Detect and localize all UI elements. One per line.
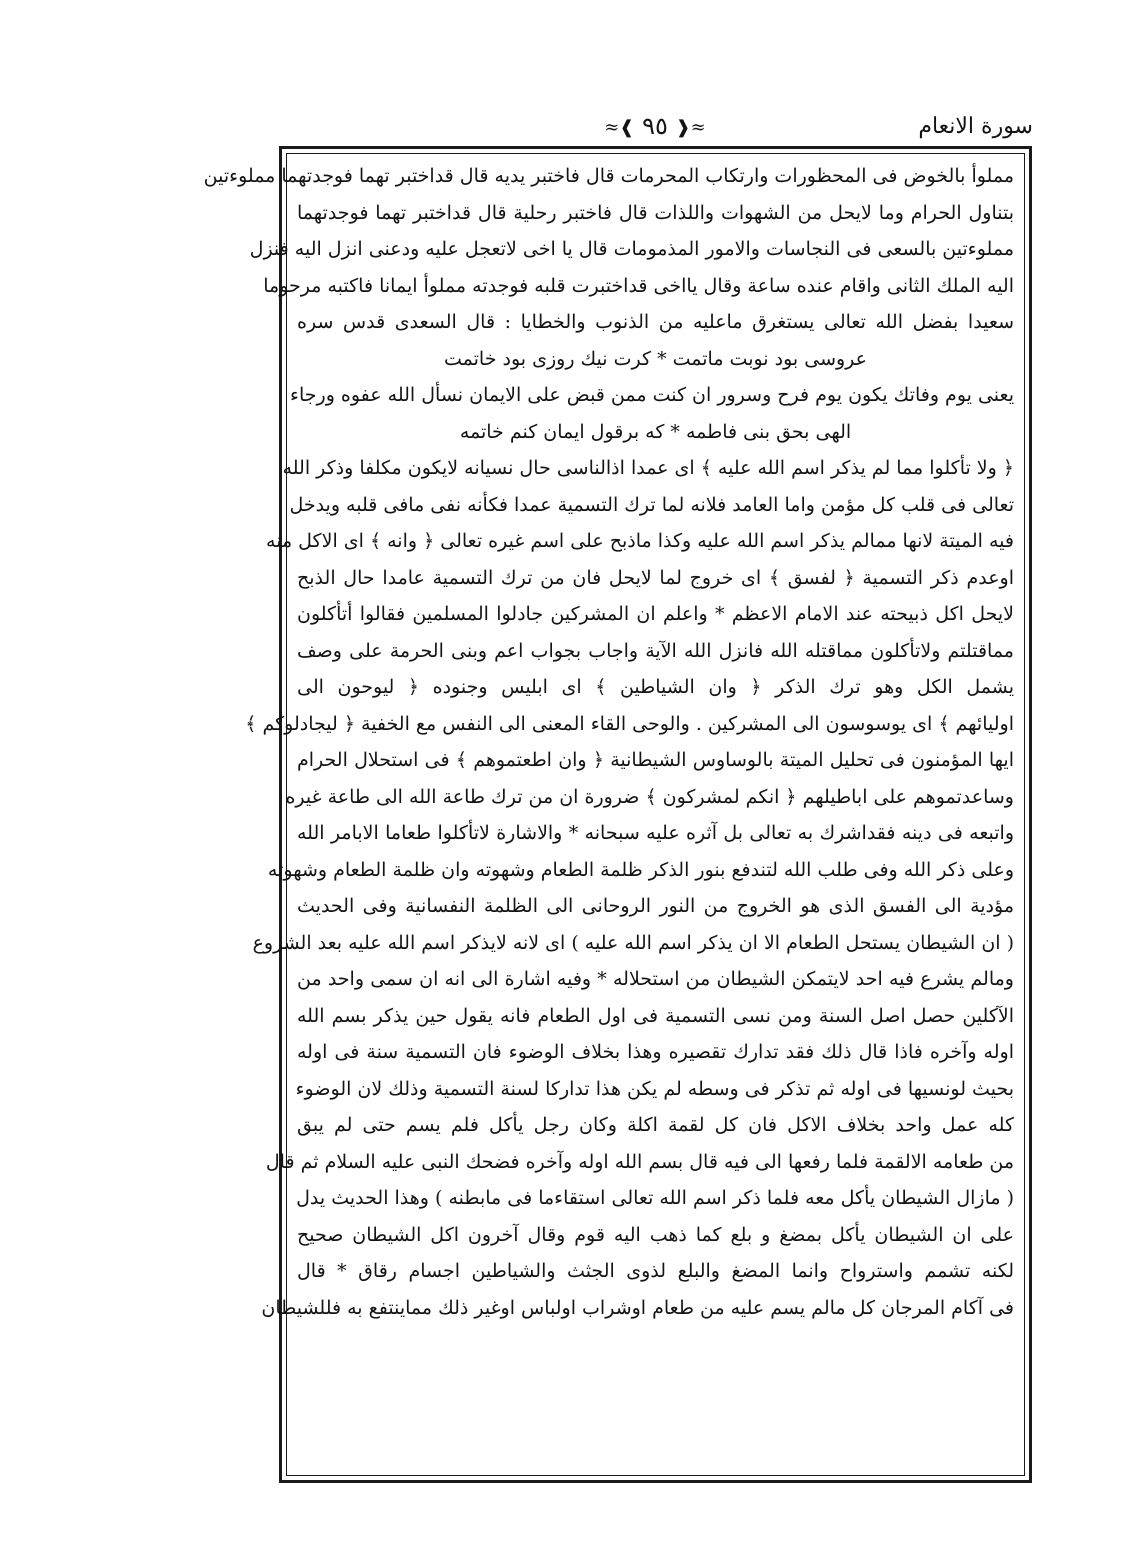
text-line: مملوأ بالخوض فى المحظورات وارتكاب المحرمات قال فاختبر يديه قال قداختبر تهما فوجدتهما مملوءتين — [203, 165, 1014, 187]
text-line: اوله وآخره فاذا قال ذلك فقد تدارك تقصيره وهذا بخلاف الوضوء فان التسمية سنة فى اوله — [297, 1041, 1014, 1063]
text-line: بتناول الحرام وما لايحل من الشهوات واللذات قال فاختبر رحلية قال قداختبر تهما فوجدتهما — [297, 201, 1014, 224]
ornament-left: ≈❰ — [604, 117, 635, 138]
text-line: فى آكام المرجان كل مالم يسم عليه من طعام اوشراب اولباس اوغير ذلك مماينتفع به فللشيطان — [261, 1296, 1014, 1319]
text-body — [203, 153, 1025, 1476]
text-line: يعنى يوم وفاتك يكون يوم فرح وسرور ان كنت ممن قبض على الايمان نسأل الله عفوه ورجاء — [290, 384, 1014, 406]
text-line: سعيدا بفضل الله تعالى يستغرق ماعليه من الذنوب والخطايا : قال السعدى قدس سره — [297, 311, 1014, 333]
text-line: لكنه تشمم واسترواح وانما المضغ والبلع لذوى الجثث والشياطين اجسام رقاق * قال — [297, 1260, 1014, 1282]
text-line: بحيث لونسيها فى اوله ثم تذكر فى وسطه لم يكن هذا تداركا لسنة التسمية وذلك لان الوضوء — [295, 1077, 1014, 1100]
text-line: مؤدية الى الفسق الذى هو الخروج من النور الروحانى الى الظلمة النفسانية وفى الحديث — [297, 895, 1014, 917]
poem-verse: عروسى بود نوبت ماتمت * كرت نيك روزى بود خاتمت — [444, 347, 867, 370]
page-header — [270, 108, 1035, 148]
text-line: اليه الملك الثانى واقام عنده ساعة وقال يااخى قداختبرت قلبه فوجدته مملوأ ايمانا فاكتبه مرحوما — [263, 274, 1014, 297]
text-line: اوعدم ذكر التسمية ﴿ لفسق ﴾ اى خروج لما لايحل فان من ترك التسمية عامدا حال الذبح — [297, 566, 1014, 589]
text-line: ومالم يشرع فيه احد لايتمكن الشيطان من استحلاله * وفيه اشارة الى انه ان سمى واحد من — [297, 968, 1014, 990]
text-line: ايها المؤمنون فى تحليل الميتة بالوساوس الشيطانية ﴿ وان اطعتموهم ﴾ فى استحلال الحرام — [297, 749, 1014, 771]
text-line: وساعدتموهم على اباطيلهم ﴿ انكم لمشركون ﴾ ضرورة ان من ترك طاعة الله الى طاعة غيره — [285, 785, 1014, 808]
text-line: على ان الشيطان يأكل بمضغ و بلع كما ذهب اليه قوم وقال آخرون اكل الشيطان صحيح — [297, 1223, 1014, 1246]
text-line: مملوءتين بالسعى فى النجاسات والامور المذمومات قال يا اخى لاتعجل عليه ودعنى انزل اليه فنزل — [249, 238, 1014, 260]
text-line: اوليائهم ﴾ اى يوسوسون الى المشركين . والوحى القاء المعنى الى النفس مع الخفية ﴿ ليجادلوكم ﴾ — [245, 712, 1014, 735]
page-number-block — [600, 112, 710, 140]
text-line: واتبعه فى دينه فقداشرك به تعالى بل آثره عليه سبحانه * والاشارة لاتأكلوا طعاما الابامر الله — [297, 822, 1014, 844]
text-line: لايحل اكل ذبيحته عند الامام الاعظم * واعلم ان المشركين جادلوا المسلمين فقالوا أتأكلون — [297, 603, 1014, 625]
poem-verse: الهى بحق بنى فاطمه * كه برقول ايمان كنم خاتمه — [459, 420, 852, 443]
text-line: وعلى ذكر الله وفى طلب الله لتندفع بنور الذكر ظلمة الطعام وشهوته وان ظلمة الطعام وشهوته — [267, 858, 1014, 881]
text-line: ( ان الشيطان يستحل الطعام الا ان يذكر اسم الله عليه ) اى لانه لايذكر اسم الله عليه بعد الشروع — [252, 931, 1014, 954]
text-line: فيه الميتة لانها ممالم يذكر اسم الله عليه وكذا ماذبح على اسم غيره تعالى ﴿ وانه ﴾ اى الاكل منه — [266, 530, 1014, 552]
text-line: كله عمل واحد بخلاف الاكل فان كل لقمة اكلة وكان رجل يأكل فلم يسم حتى لم يبق — [297, 1114, 1014, 1136]
ornament-right: ❱≈ — [675, 117, 706, 138]
text-line: ﴿ ولا تأكلوا مما لم يذكر اسم الله عليه ﴾ اى عمدا اذالناسى حال نسيانه لايكون مكلفا وذكر الله — [282, 457, 1014, 479]
text-line: مماقتلتم ولاتأكلون مماقتله الله فانزل الله الآية واجاب بجواب اعم وبنى الحرمة على وصف — [297, 639, 1014, 662]
text-line: ( مازال الشيطان يأكل معه فلما ذكر اسم الله تعالى استقاءما فى مابطنه ) وهذا الحديث يدل — [296, 1187, 1014, 1209]
page-number: ٩٥ — [642, 112, 668, 140]
text-line: يشمل الكل وهو ترك الذكر ﴿ وان الشياطين ﴾ اى ابليس وجنوده ﴿ ليوحون الى — [297, 676, 1014, 698]
surah-title: سورة الانعام — [918, 114, 1033, 139]
text-line: من طعامه الالقمة فلما رفعها الى فيه قال بسم الله اوله وآخره فضحك النبى عليه السلام ثم قال — [265, 1150, 1014, 1173]
text-frame — [203, 146, 1032, 1483]
text-line: الآكلين حصل اصل السنة ومن نسى التسمية فى اول الطعام فانه يقول حين يذكر بسم الله — [297, 1004, 1014, 1027]
text-line: تعالى فى قلب كل مؤمن واما العامد فلانه لما ترك التسمية عمدا فكأنه نفى مافى قلبه ويدخل — [289, 493, 1014, 516]
